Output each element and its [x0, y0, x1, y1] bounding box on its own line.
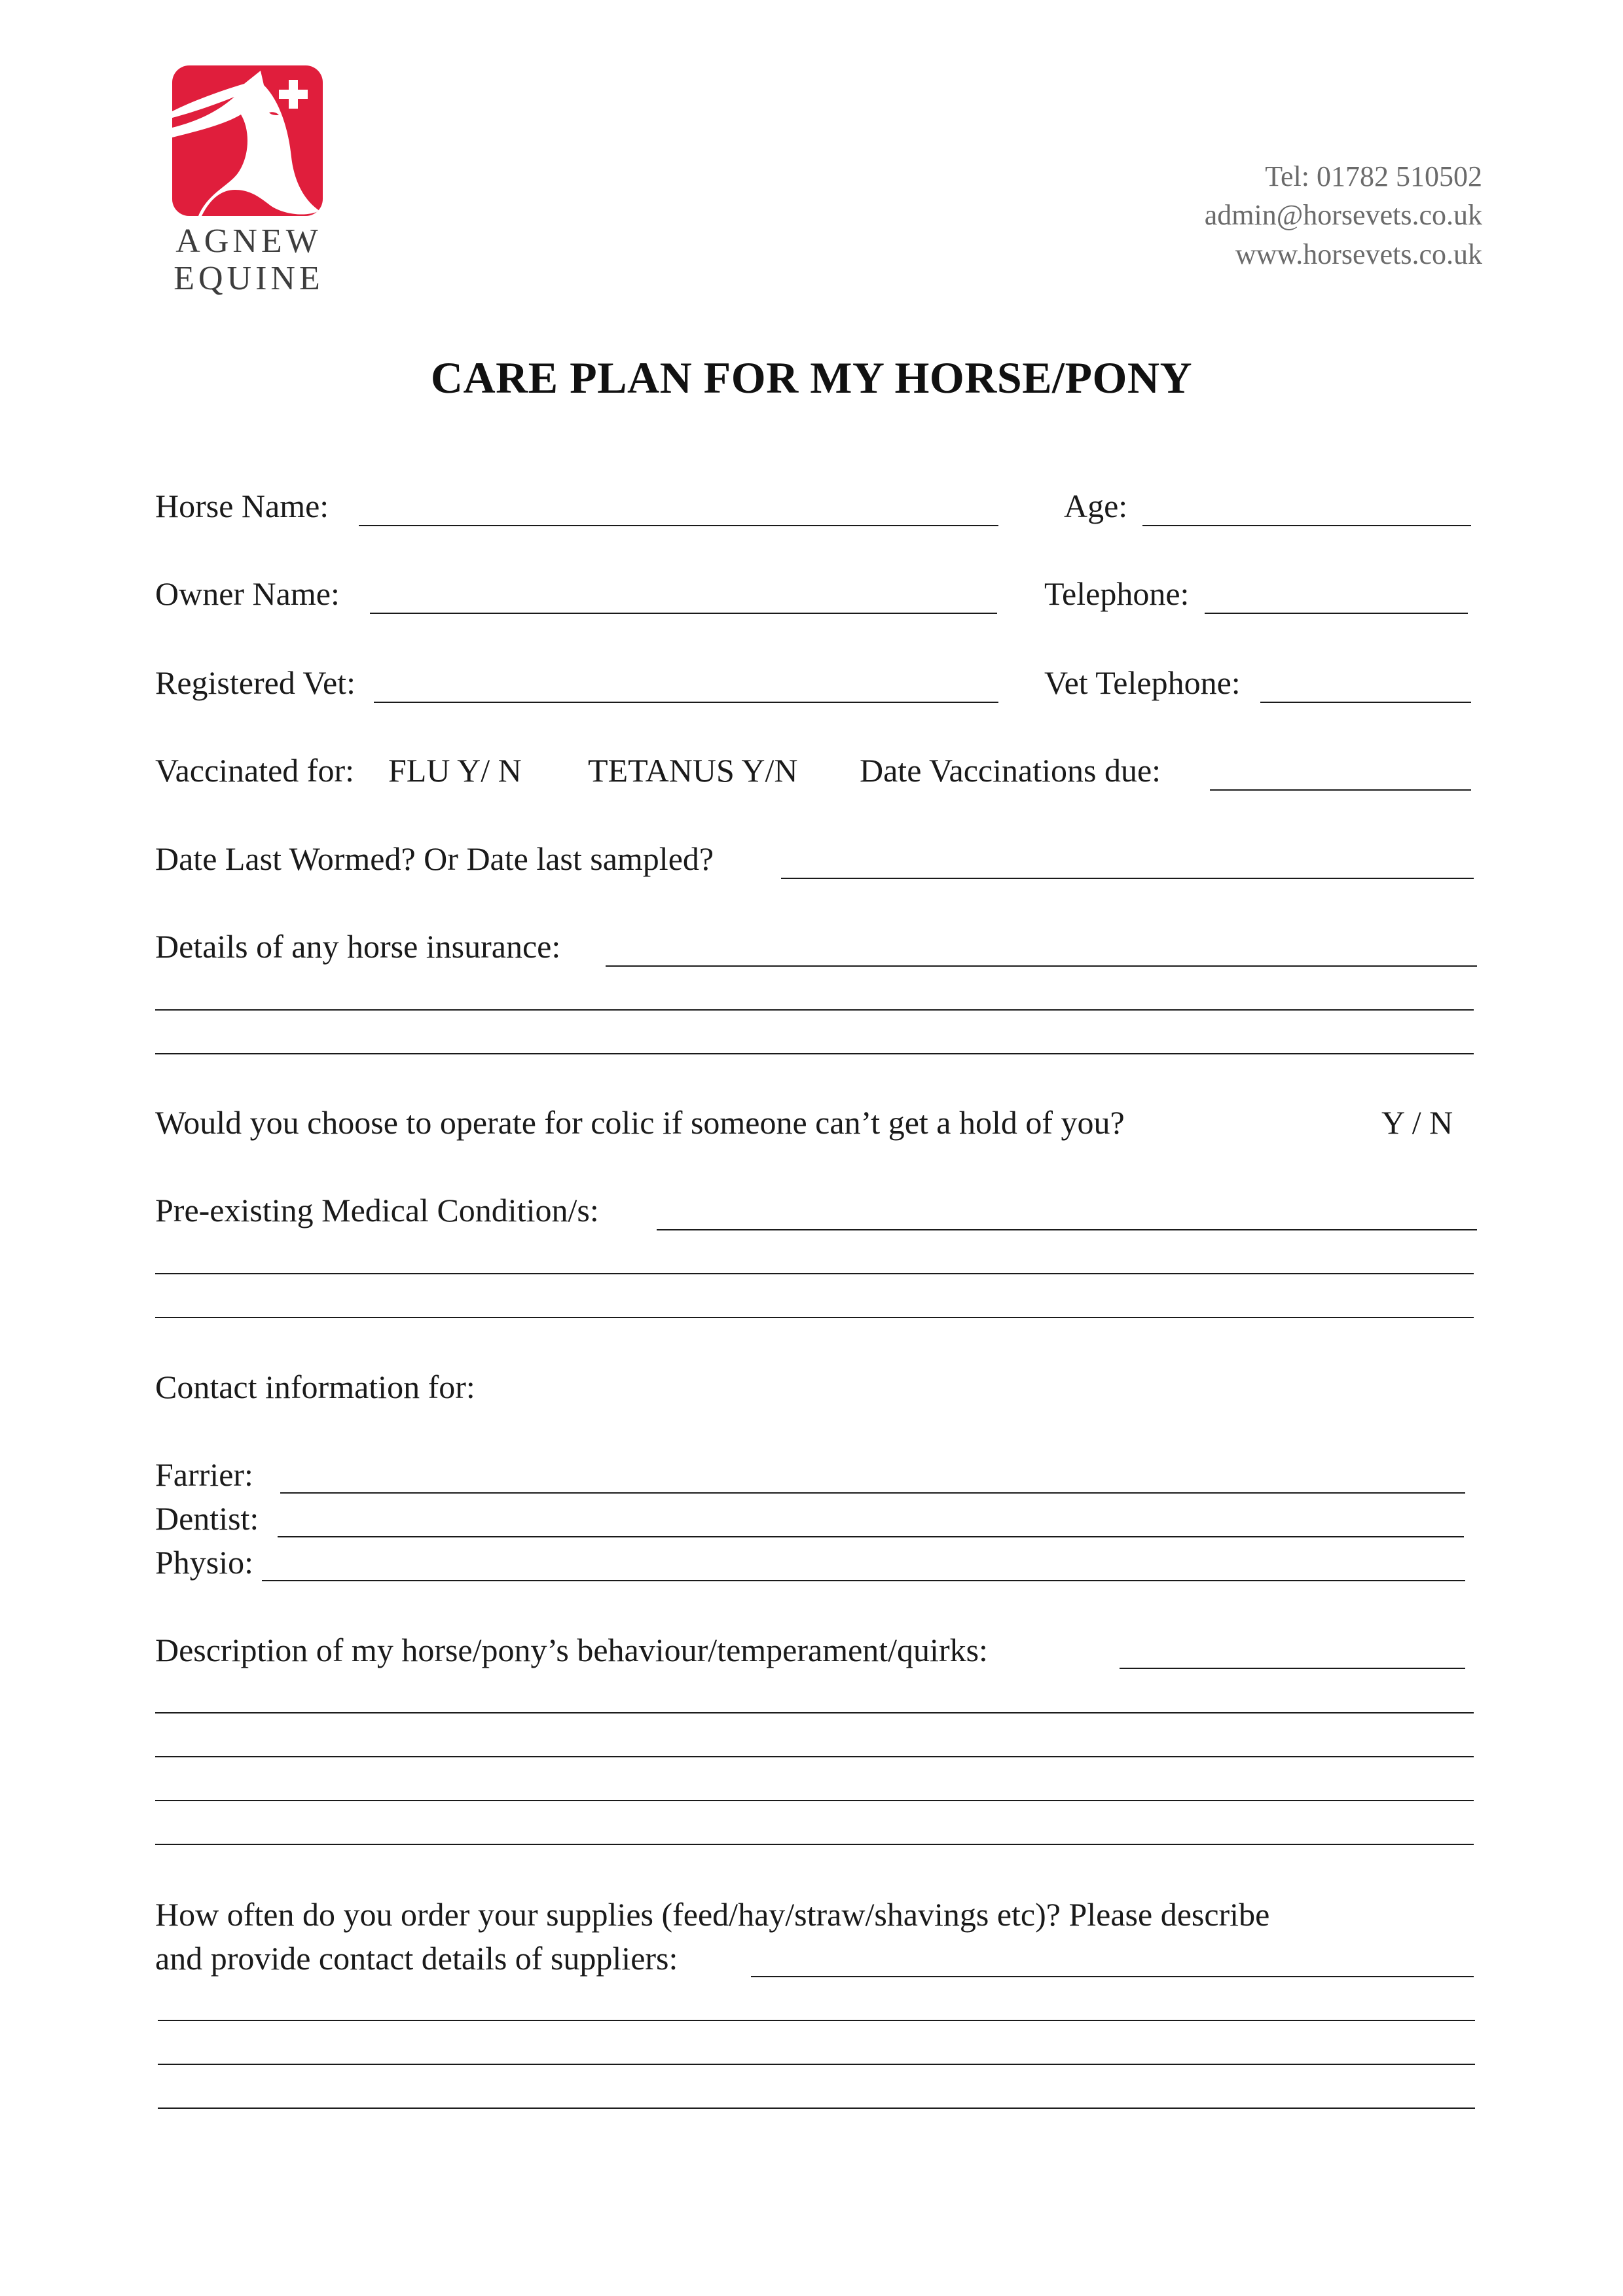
medical-condition-label: Pre-existing Medical Condition/s: — [155, 1192, 599, 1229]
behaviour-line-4[interactable] — [155, 1800, 1474, 1801]
date-last-wormed-line[interactable] — [781, 878, 1474, 879]
date-last-wormed-label: Date Last Wormed? Or Date last sampled? — [155, 840, 714, 877]
colic-yn[interactable]: Y / N — [1381, 1104, 1453, 1141]
owner-name-line[interactable] — [370, 613, 997, 614]
date-vaccinations-due-line[interactable] — [1210, 789, 1471, 791]
behaviour-line-3[interactable] — [155, 1756, 1474, 1757]
telephone-line[interactable] — [1205, 613, 1468, 614]
behaviour-line-1[interactable] — [1120, 1668, 1465, 1669]
vet-telephone-label: Vet Telephone: — [1044, 664, 1241, 701]
behaviour-line-2[interactable] — [155, 1712, 1474, 1713]
supplies-question-line1: How often do you order your supplies (feed/hay/straw/shavings etc)? Please describe — [155, 1896, 1270, 1933]
supplies-line-2[interactable] — [158, 2020, 1475, 2021]
insurance-line-2[interactable] — [155, 1009, 1474, 1011]
logo-text-equine: EQUINE — [173, 260, 324, 297]
telephone-label: Telephone: — [1044, 575, 1190, 612]
dentist-line[interactable] — [278, 1536, 1464, 1537]
vaccinated-for-label: Vaccinated for: — [155, 752, 355, 789]
supplies-line-3[interactable] — [158, 2064, 1475, 2065]
age-line[interactable] — [1142, 525, 1471, 526]
physio-label: Physio: — [155, 1544, 254, 1581]
colic-question-label: Would you choose to operate for colic if someone can’t get a hold of you? — [155, 1104, 1125, 1141]
page-title: CARE PLAN FOR MY HORSE/PONY — [430, 353, 1193, 403]
registered-vet-line[interactable] — [374, 702, 998, 703]
contact-email: admin@horsevets.co.uk — [1204, 199, 1482, 231]
dentist-label: Dentist: — [155, 1500, 259, 1537]
horse-head-cross-icon — [172, 65, 323, 216]
medical-line-2[interactable] — [155, 1273, 1474, 1274]
medical-line-3[interactable] — [155, 1317, 1474, 1318]
physio-line[interactable] — [262, 1580, 1465, 1581]
logo-text-agnew: AGNEW — [175, 223, 322, 260]
horse-name-line[interactable] — [359, 525, 998, 526]
owner-name-label: Owner Name: — [155, 575, 340, 612]
supplies-line-4[interactable] — [158, 2108, 1475, 2109]
age-label: Age: — [1064, 488, 1128, 524]
contact-info-label: Contact information for: — [155, 1369, 475, 1405]
insurance-label: Details of any horse insurance: — [155, 928, 561, 965]
contact-website: www.horsevets.co.uk — [1235, 238, 1482, 270]
tetanus-yn[interactable]: TETANUS Y/N — [588, 752, 798, 789]
registered-vet-label: Registered Vet: — [155, 664, 356, 701]
contact-telephone: Tel: 01782 510502 — [1265, 160, 1482, 192]
insurance-line-1[interactable] — [606, 965, 1477, 967]
vet-telephone-line[interactable] — [1260, 702, 1471, 703]
behaviour-line-5[interactable] — [155, 1844, 1474, 1845]
horse-name-label: Horse Name: — [155, 488, 329, 524]
insurance-line-3[interactable] — [155, 1053, 1474, 1054]
farrier-line[interactable] — [280, 1492, 1465, 1494]
flu-yn[interactable]: FLU Y/ N — [388, 752, 522, 789]
agnew-equine-logo — [172, 65, 323, 216]
medical-line-1[interactable] — [657, 1229, 1477, 1230]
date-vaccinations-due-label: Date Vaccinations due: — [860, 752, 1161, 789]
behaviour-label: Description of my horse/pony’s behaviour/temperament/quirks: — [155, 1632, 988, 1668]
supplies-question-line2: and provide contact details of suppliers: — [155, 1940, 678, 1977]
supplies-line-1[interactable] — [751, 1976, 1474, 1977]
farrier-label: Farrier: — [155, 1456, 253, 1493]
